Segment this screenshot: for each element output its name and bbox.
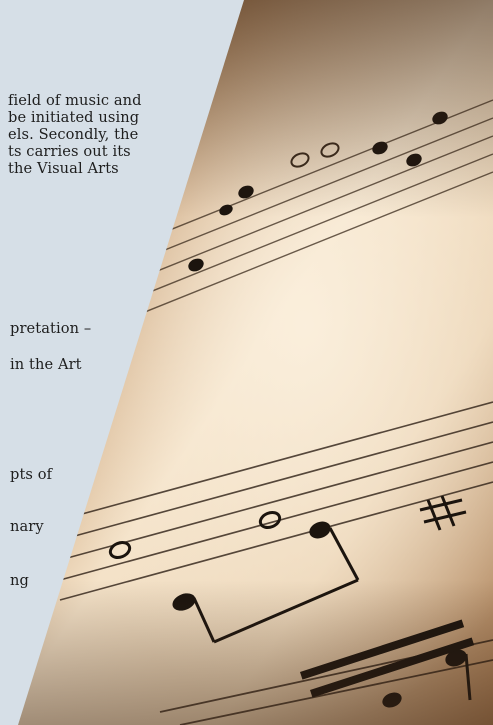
line-interpretation: pretation – <box>10 320 92 337</box>
paragraph-line-2: be initiated using <box>8 109 140 126</box>
line-ng: ng <box>10 572 29 589</box>
paragraph-line-5: the Visual Arts <box>8 160 119 177</box>
paragraph-line-3: els. Secondly, the <box>8 126 139 143</box>
line-nary: nary <box>10 518 44 535</box>
paragraph-line-1: field of music and <box>8 92 142 109</box>
line-concepts: pts of <box>10 466 53 483</box>
paragraph-line-4: ts carries out its <box>8 143 131 160</box>
line-in-the-art: in the Art <box>10 356 82 373</box>
